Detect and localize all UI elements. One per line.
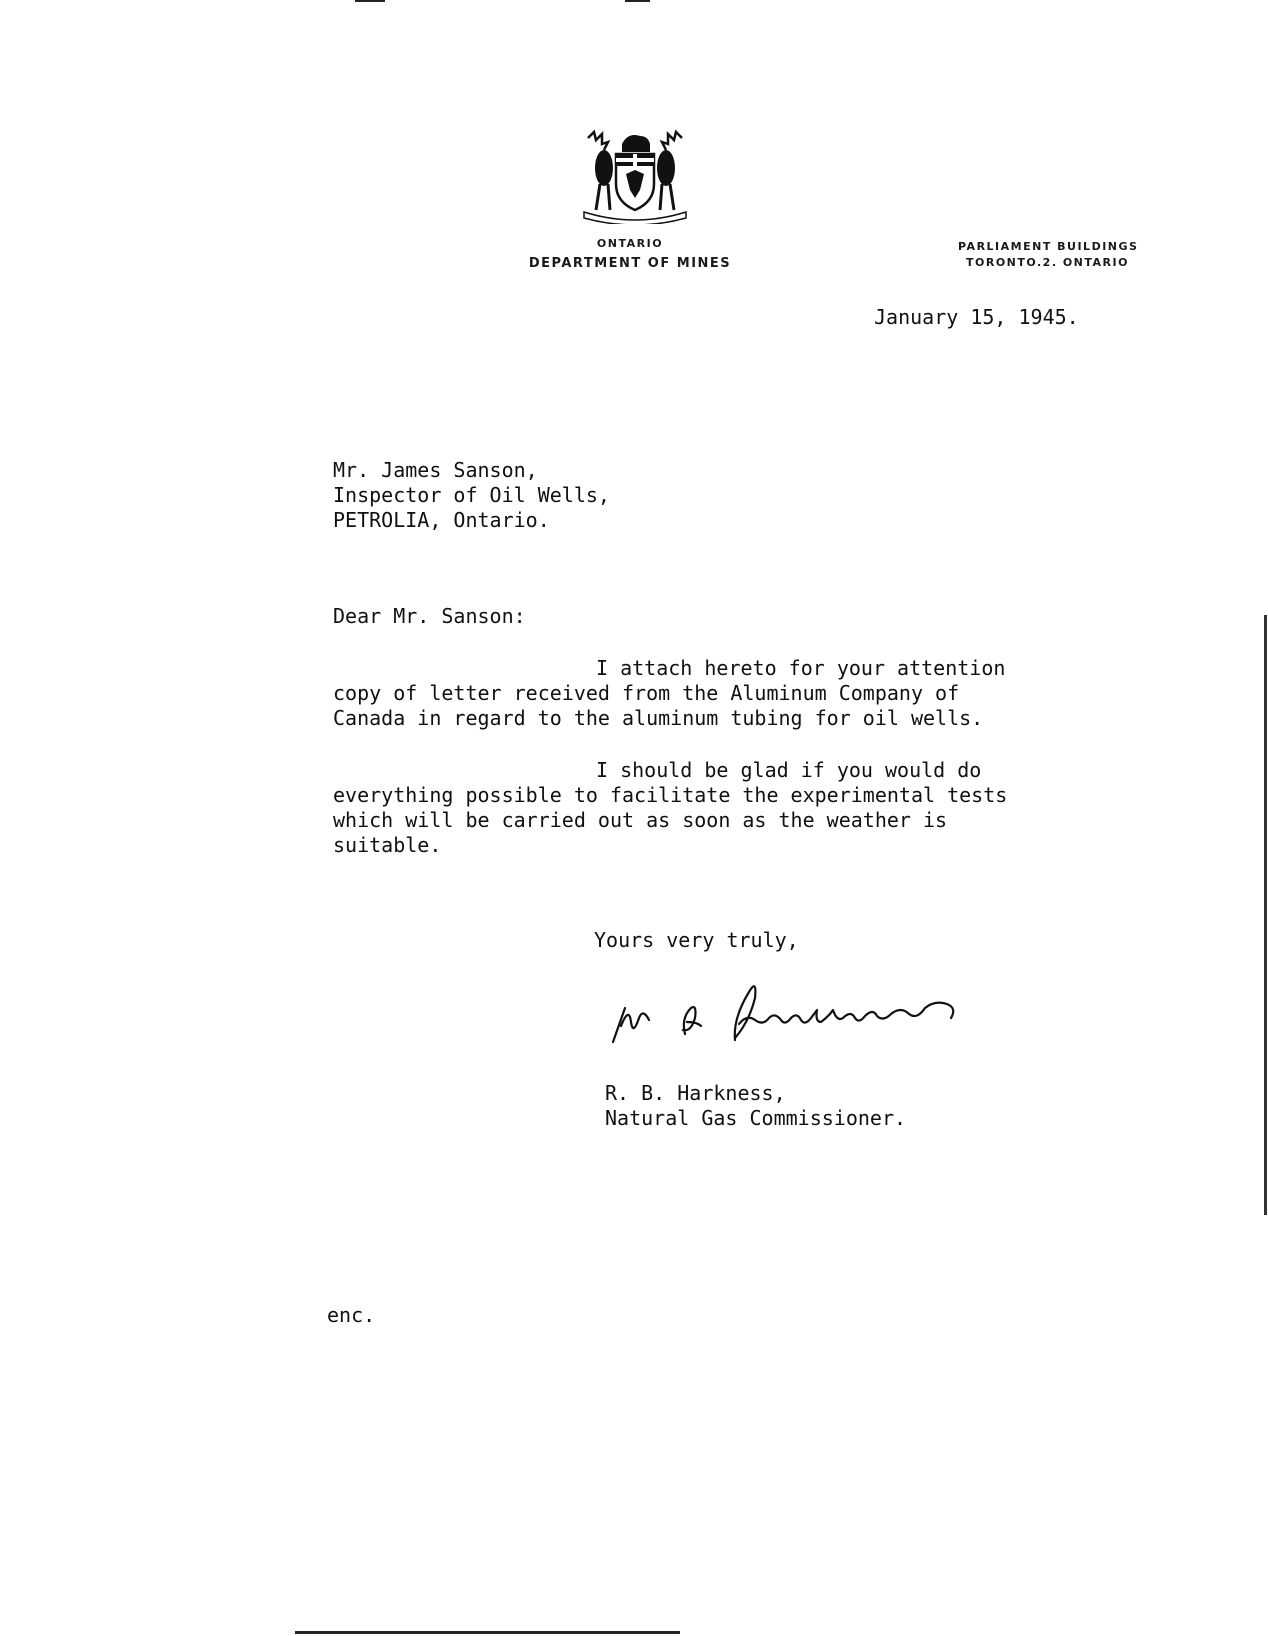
closing: Yours very truly, [594,928,799,952]
handwritten-signature [605,978,1015,1048]
body-paragraph-2-line: suitable. [333,833,442,857]
scan-mark-bottom [295,1631,680,1634]
coat-of-arms-logo [582,128,688,224]
body-paragraph-1-line: I attach hereto for your attention [596,656,1006,680]
scan-mark-top [355,0,385,2]
salutation: Dear Mr. Sanson: [333,604,526,628]
body-paragraph-2-line: everything possible to facilitate the experimental tests [333,783,1008,807]
letterhead-address-line1: PARLIAMENT BUILDINGS [958,240,1139,253]
letterhead-department: DEPARTMENT OF MINES [528,256,732,271]
body-paragraph-2-line: I should be glad if you would do [596,758,982,782]
signatory-name: R. B. Harkness, [605,1081,786,1105]
letterhead-province: ONTARIO [596,237,664,250]
recipient-location: PETROLIA, Ontario. [333,508,550,532]
signatory-title: Natural Gas Commissioner. [605,1106,907,1130]
recipient-name: Mr. James Sanson, [333,458,538,482]
body-paragraph-1-line: Canada in regard to the aluminum tubing for oil wells. [333,706,984,730]
enclosure-note: enc. [327,1303,376,1327]
recipient-title: Inspector of Oil Wells, [333,483,610,507]
letterhead-address-line2: TORONTO.2. ONTARIO [966,256,1129,269]
body-paragraph-2-line: which will be carried out as soon as the weather is [333,808,948,832]
scan-mark-top-right [625,0,650,2]
body-paragraph-1-line: copy of letter received from the Aluminum Company of [333,681,960,705]
letter-date: January 15, 1945. [874,305,1079,329]
scan-edge-right [1264,615,1267,1215]
